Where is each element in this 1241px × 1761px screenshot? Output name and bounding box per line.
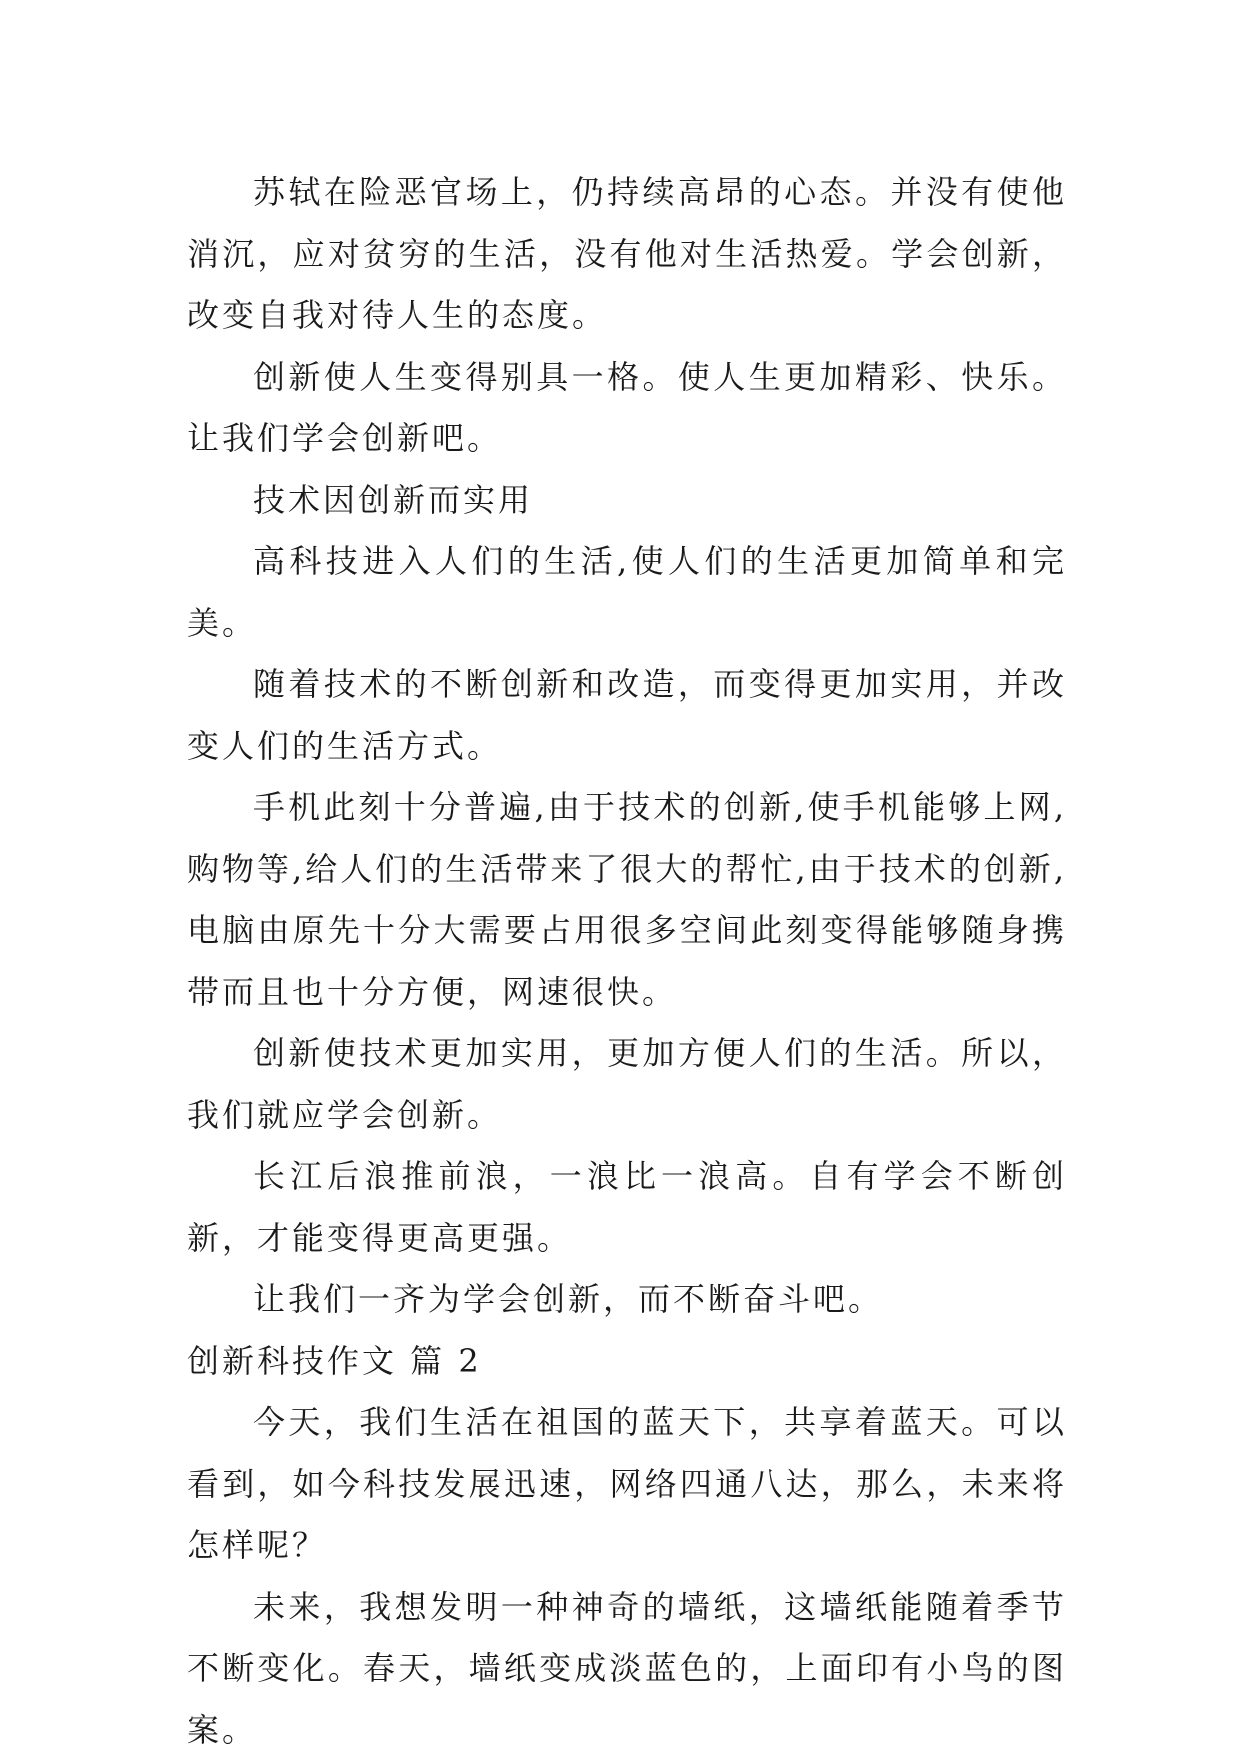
paragraph-high-tech: 高科技进入人们的生活,使人们的生活更加简单和完美。 bbox=[187, 531, 1067, 654]
paragraph-wallpaper: 未来，我想发明一种神奇的墙纸，这墙纸能随着季节不断变化。春天，墙纸变成淡蓝色的，上面印有小鸟的图案。 bbox=[187, 1577, 1067, 1761]
paragraph-yangtze: 长江后浪推前浪，一浪比一浪高。自有学会不断创新，才能变得更高更强。 bbox=[187, 1146, 1067, 1269]
paragraph-technology-change: 随着技术的不断创新和改造，而变得更加实用，并改变人们的生活方式。 bbox=[187, 654, 1067, 777]
paragraph-innovation-practical: 创新使技术更加实用，更加方便人们的生活。所以，我们就应学会创新。 bbox=[187, 1023, 1067, 1146]
paragraph-blue-sky: 今天，我们生活在祖国的蓝天下，共享着蓝天。可以看到，如今科技发展迅速，网络四通八达，那么，未来将怎样呢？ bbox=[187, 1392, 1067, 1577]
subheading-technology: 技术因创新而实用 bbox=[187, 470, 1067, 532]
paragraph-strive: 让我们一齐为学会创新，而不断奋斗吧。 bbox=[187, 1269, 1067, 1331]
document-body bbox=[187, 162, 1067, 1761]
paragraph-innovation-life: 创新使人生变得别具一格。使人生更加精彩、快乐。让我们学会创新吧。 bbox=[187, 347, 1067, 470]
paragraph-su-shi: 苏轼在险恶官场上，仍持续高昂的心态。并没有使他消沉，应对贫穷的生活，没有他对生活热爱。学会创新，改变自我对待人生的态度。 bbox=[187, 162, 1067, 347]
paragraph-mobile-phones: 手机此刻十分普遍,由于技术的创新,使手机能够上网,购物等,给人们的生活带来了很大的帮忙,由于技术的创新,电脑由原先十分大需要占用很多空间此刻变得能够随身携带而且也十分方便，网速很快。 bbox=[187, 777, 1067, 1023]
section-heading: 创新科技作文 篇 2 bbox=[187, 1331, 1067, 1393]
